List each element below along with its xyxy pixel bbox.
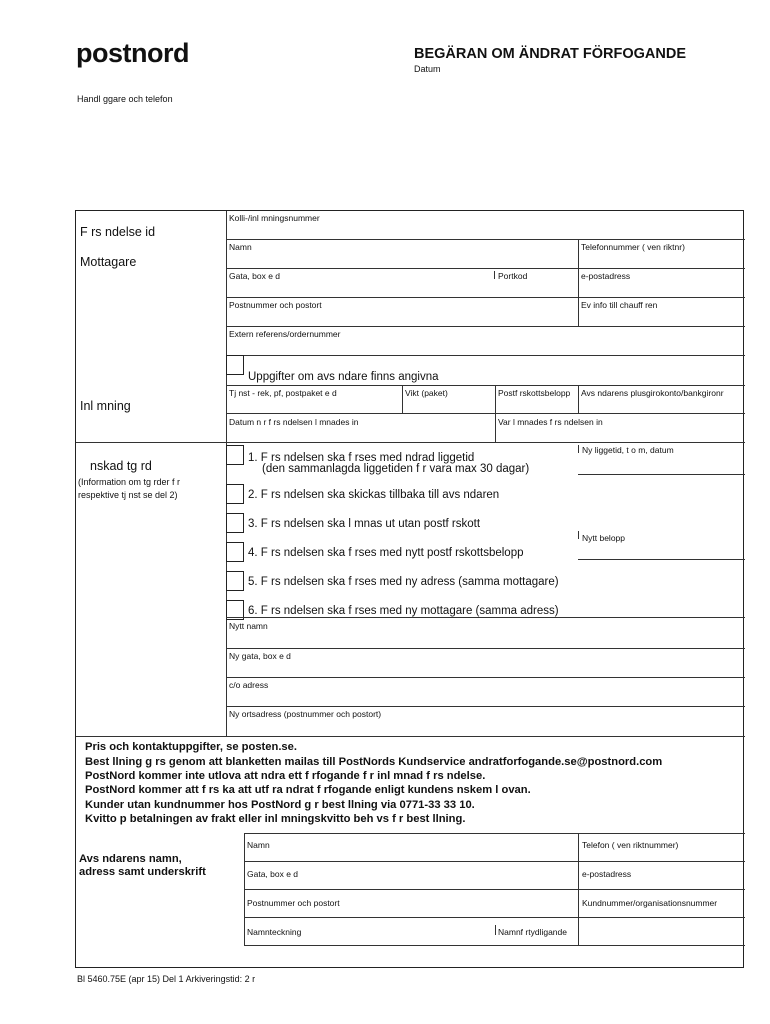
new-amount-field[interactable]: Nytt belopp <box>582 533 625 543</box>
sender-info-label: Uppgifter om avs ndare finns angivna <box>248 371 439 383</box>
option2-checkbox[interactable] <box>226 484 244 504</box>
external-reference-field[interactable]: Extern referens/ordernummer <box>229 329 341 339</box>
recipient-postal-field[interactable]: Postnummer och postort <box>229 300 322 310</box>
option1-label-line2: (den sammanlagda liggetiden f r vara max 30 dagar) <box>262 463 530 475</box>
request-form <box>75 210 744 968</box>
option5-checkbox[interactable] <box>226 571 244 591</box>
door-code-field[interactable]: Portkod <box>498 271 528 281</box>
sender-signature-field[interactable]: Namnteckning <box>247 927 302 937</box>
option3-checkbox[interactable] <box>226 513 244 533</box>
recipient-section-title: Mottagare <box>80 255 137 269</box>
recipient-email-field[interactable]: e-postadress <box>581 271 631 281</box>
co-address-field[interactable]: c/o adress <box>229 680 269 690</box>
parcel-number-label: Kolli-/inl mningsnummer <box>229 213 320 223</box>
service-field[interactable]: Tj nst - rek, pf, postpaket e d <box>229 388 337 398</box>
driver-info-field[interactable]: Ev info till chauff ren <box>581 300 658 310</box>
postnord-logo: postnord <box>76 38 189 68</box>
sender-name-field[interactable]: Namn <box>247 840 270 850</box>
name-clarification-field[interactable]: Namnf rtydligande <box>498 927 567 937</box>
requested-note-line1: (Information om tg rder f r <box>78 477 181 487</box>
sender-email-field[interactable]: e-postadress <box>582 869 632 879</box>
new-city-field[interactable]: Ny ortsadress (postnummer och postort) <box>229 709 382 719</box>
shipment-section-title: F rs ndelse id <box>80 225 156 239</box>
new-street-field[interactable]: Ny gata, box e d <box>229 651 291 661</box>
dealer-label: Handl ggare och telefon <box>77 94 173 104</box>
option5-label: 5. F rs ndelsen ska f rses med ny adress (samma mottagare) <box>248 576 559 588</box>
column-divider <box>226 211 227 736</box>
option1-checkbox[interactable] <box>226 445 244 465</box>
requested-note-line2: respektive tj nst se del 2) <box>78 490 178 500</box>
info-line-6: Kvitto p betalningen av frakt eller inl mningskvitto beh vs f r best llning. <box>85 813 466 825</box>
date-label: Datum <box>414 64 441 74</box>
requested-action-title: nskad tg rd <box>90 459 152 473</box>
option1-label-line1: 1. F rs ndelsen ska f rses med ndrad liggetid <box>248 452 475 464</box>
option4-checkbox[interactable] <box>226 542 244 562</box>
info-line-3: PostNord kommer inte utlova att ndra ett f rfogande f r inl mnad f rs ndelse. <box>85 770 486 782</box>
posting-section-title: Inl mning <box>80 399 131 413</box>
document-title: BEGÄRAN OM ÄNDRAT FÖRFOGANDE <box>414 46 686 62</box>
sender-account-field[interactable]: Avs ndarens plusgirokonto/bankgironr <box>581 388 724 398</box>
sender-street-field[interactable]: Gata, box e d <box>247 869 299 879</box>
info-line-5: Kunder utan kundnummer hos PostNord g r best llning via 0771-33 33 10. <box>85 799 475 811</box>
sender-section-line2: adress samt underskrift <box>79 866 206 878</box>
form-footer: Bl 5460.75E (apr 15) Del 1 Arkiveringstid: 2 r <box>77 974 256 984</box>
cod-amount-field[interactable]: Postf rskottsbelopp <box>498 388 571 398</box>
recipient-street-field[interactable]: Gata, box e d <box>229 271 281 281</box>
sender-postal-field[interactable]: Postnummer och postort <box>247 898 340 908</box>
option4-label: 4. F rs ndelsen ska f rses med nytt postf rskottsbelopp <box>248 547 524 559</box>
posted-date-field[interactable]: Datum n r f rs ndelsen l mnades in <box>229 417 359 427</box>
option3-label: 3. F rs ndelsen ska l mnas ut utan postf rskott <box>248 518 481 530</box>
posted-where-field[interactable]: Var l mnades f rs ndelsen in <box>498 417 603 427</box>
new-storage-date-field[interactable]: Ny liggetid, t o m, datum <box>582 445 674 455</box>
weight-field[interactable]: Vikt (paket) <box>405 388 448 398</box>
new-name-field[interactable]: Nytt namn <box>229 621 268 631</box>
recipient-phone-field[interactable]: Telefonnummer ( ven riktnr) <box>581 242 685 252</box>
info-line-2: Best llning g rs genom att blanketten mailas till PostNords Kundservice andratforfogande.se@postnord.com <box>85 756 663 768</box>
recipient-name-field[interactable]: Namn <box>229 242 252 252</box>
sender-section-line1: Avs ndarens namn, <box>79 853 182 865</box>
info-line-1: Pris och kontaktuppgifter, se posten.se. <box>85 741 297 753</box>
sender-phone-field[interactable]: Telefon ( ven riktnummer) <box>582 840 679 850</box>
option6-label: 6. F rs ndelsen ska f rses med ny mottagare (samma adress) <box>248 605 559 617</box>
option2-label: 2. F rs ndelsen ska skickas tillbaka till avs ndaren <box>248 489 500 501</box>
sender-customer-number-field[interactable]: Kundnummer/organisationsnummer <box>582 898 718 908</box>
info-line-4: PostNord kommer att f rs ka att utf ra ndrat f rfogande enligt kundens nskem l ovan. <box>85 784 531 796</box>
sender-info-checkbox[interactable] <box>226 355 244 375</box>
